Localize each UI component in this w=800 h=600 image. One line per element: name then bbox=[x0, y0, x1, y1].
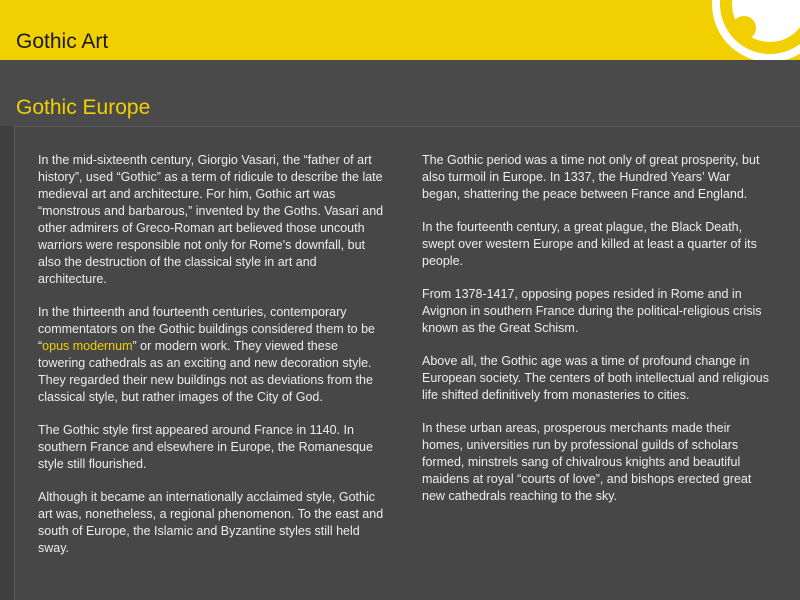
right-column bbox=[422, 152, 770, 521]
paragraph-origin-1140: The Gothic style first appeared around France in 1140. In southern France and elsewhere in Europe, the Romanesque style still flourished. bbox=[38, 423, 373, 471]
paragraph-great-schism: From 1378-1417, opposing popes resided in Rome and in Avignon in southern France during the political-religious crisis known as the Great Schism. bbox=[422, 287, 762, 335]
paragraph-urban-areas: In these urban areas, prosperous merchants made their homes, universities run by professional guilds of scholars formed, minstrels sang of chivalrous knights and beautiful maidens at royal “courts of love”, and bishops erected great new cathedrals reaching to the sky. bbox=[422, 421, 752, 503]
paragraph-text: In the thirteenth and fourteenth centuries, contemporary commentators on the Gothic buildings considered them to be “ bbox=[38, 305, 375, 353]
slide-title: Gothic Art bbox=[16, 30, 109, 53]
paragraph-profound-change: Above all, the Gothic age was a time of profound change in European society. The centers of both intellectual and religious life shifted definitively from monasteries to cities. bbox=[422, 354, 769, 402]
paragraph-regional-phenomenon: Although it became an internationally acclaimed style, Gothic art was, nonetheless, a regional phenomenon. To the east and south of Europe, the Islamic and Byzantine styles still held sway. bbox=[38, 490, 384, 555]
title-bar bbox=[0, 0, 800, 60]
circles-logo-icon bbox=[704, 0, 800, 60]
paragraph-opus-modernum bbox=[38, 304, 388, 406]
paragraph-hundred-years-war: The Gothic period was a time not only of great prosperity, but also turmoil in Europe. In 1337, the Hundred Years’ War began, shattering the peace between France and England. bbox=[422, 153, 760, 201]
highlighted-term: opus modernum bbox=[42, 339, 133, 353]
paragraph-black-death: In the fourteenth century, a great plague, the Black Death, swept over western Europe and killed at least a quarter of its people. bbox=[422, 220, 757, 268]
left-column bbox=[38, 152, 388, 573]
paragraph-vasari: In the mid-sixteenth century, Giorgio Vasari, the “father of art history”, used “Gothic” as a term of ridicule to describe the late medieval art and architecture. For him, Gothic art was “monstrous and barbarous,” invented by the Goths. Vasari and other admirers of Greco-Roman art believed those uncouth warriors were responsible not only for Rome’s downfall, but also the destruction of the classical style in art and architecture. bbox=[38, 153, 384, 286]
paragraph-text: ” or modern work. They viewed these towering cathedrals as an exciting and new decoration style. They regarded their new buildings not as deviations from the classical style, but rather images of the City of God. bbox=[38, 339, 373, 404]
slide-subtitle: Gothic Europe bbox=[16, 96, 151, 119]
